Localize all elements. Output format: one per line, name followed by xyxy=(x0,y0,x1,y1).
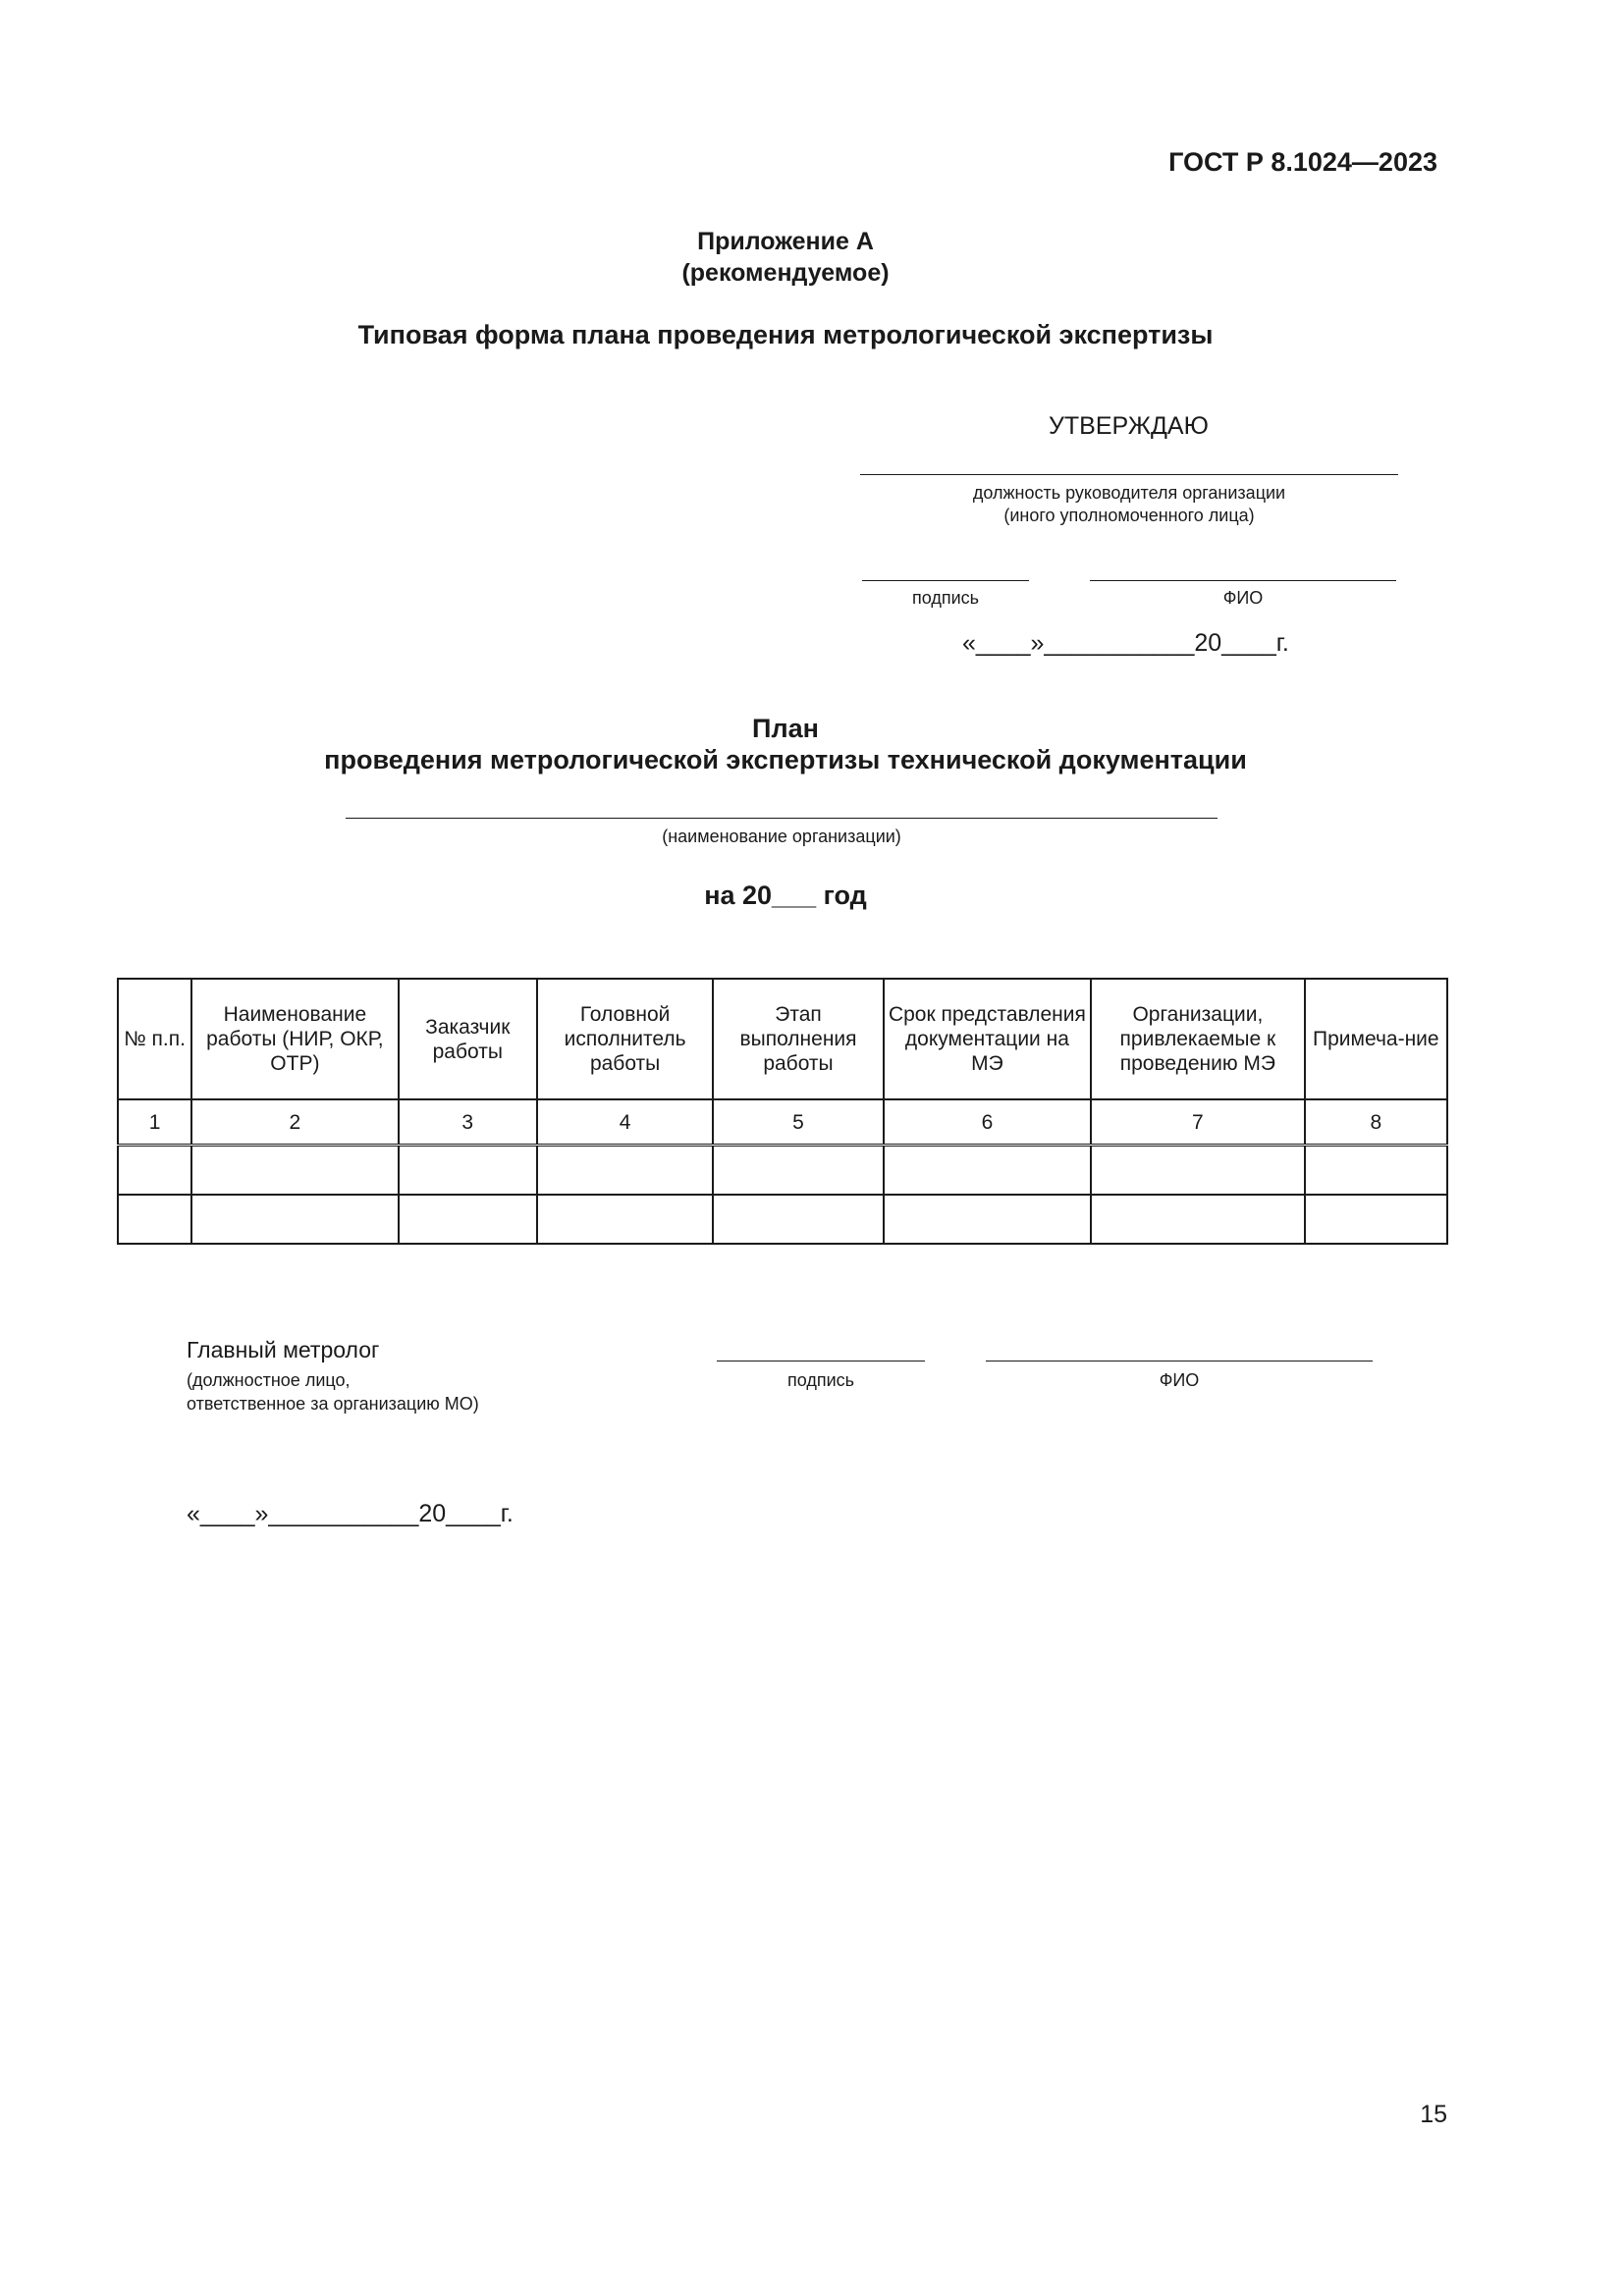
table-cell xyxy=(884,1195,1091,1244)
table-cell xyxy=(1091,1195,1304,1244)
plan-table xyxy=(117,978,1448,1245)
footer-date: «____»___________20____г. xyxy=(187,1500,514,1527)
table-cell xyxy=(1091,1146,1304,1196)
org-caption: (наименование организации) xyxy=(662,827,901,846)
header-cell-number: № п.п. xyxy=(118,979,191,1099)
column-number: 4 xyxy=(537,1099,713,1146)
column-number: 6 xyxy=(884,1099,1091,1146)
table-column-numbers-row xyxy=(118,1099,1447,1146)
table-cell xyxy=(713,1195,883,1244)
role-caption: (должностное лицо, xyxy=(187,1370,351,1390)
header-cell-note: Примеча-ние xyxy=(1305,979,1447,1099)
column-number: 5 xyxy=(713,1099,883,1146)
position-caption: должность руководителя организации xyxy=(972,483,1286,503)
footer-name-line xyxy=(986,1361,1373,1362)
table-cell xyxy=(1305,1146,1447,1196)
table-cell xyxy=(399,1195,537,1244)
table-cell xyxy=(118,1195,191,1244)
column-number: 2 xyxy=(191,1099,398,1146)
column-number: 3 xyxy=(399,1099,537,1146)
approval-signature-caption: подпись xyxy=(911,588,980,608)
header-cell-customer: Заказчик работы xyxy=(399,979,537,1099)
table-cell xyxy=(1305,1195,1447,1244)
plan-title: План xyxy=(752,714,819,743)
footer-name-caption: ФИО xyxy=(1159,1370,1200,1390)
table-cell xyxy=(537,1146,713,1196)
approval-signature-line xyxy=(862,580,1029,581)
role-caption-2: ответственное за организацию МО) xyxy=(187,1394,479,1414)
position-caption-2: (иного уполномоченного лица) xyxy=(1003,506,1255,525)
plan-year: на 20___ год xyxy=(704,881,867,910)
position-line xyxy=(860,474,1398,475)
column-number: 1 xyxy=(118,1099,191,1146)
approval-name-caption: ФИО xyxy=(1222,588,1264,608)
approval-date: «____»___________20____г. xyxy=(962,629,1289,657)
table-cell xyxy=(713,1146,883,1196)
chief-metrologist-label: Главный метролог xyxy=(187,1337,380,1362)
table-cell xyxy=(118,1146,191,1196)
form-title: Типовая форма плана проведения метрологической экспертизы xyxy=(357,320,1214,349)
table-cell xyxy=(191,1146,398,1196)
table-header-row xyxy=(118,979,1447,1099)
column-number: 7 xyxy=(1091,1099,1304,1146)
table-cell xyxy=(884,1146,1091,1196)
appendix-status: (рекомендуемое) xyxy=(681,259,890,287)
footer-signature-line xyxy=(717,1361,925,1362)
header-cell-deadline: Срок представления документации на МЭ xyxy=(884,979,1091,1099)
page-number: 15 xyxy=(1420,2101,1447,2128)
header-cell-stage: Этап выполнения работы xyxy=(713,979,883,1099)
org-line xyxy=(346,818,1218,819)
table-cell xyxy=(191,1195,398,1244)
header-cell-organizations: Организации, привлекаемые к проведению МЭ xyxy=(1091,979,1304,1099)
table-row xyxy=(118,1146,1447,1196)
header-cell-work-name: Наименование работы (НИР, ОКР, ОТР) xyxy=(191,979,398,1099)
table-row xyxy=(118,1195,1447,1244)
table-cell xyxy=(399,1146,537,1196)
table-cell xyxy=(537,1195,713,1244)
standard-code: ГОСТ Р 8.1024—2023 xyxy=(1168,147,1437,177)
approval-name-line xyxy=(1090,580,1396,581)
column-number: 8 xyxy=(1305,1099,1447,1146)
appendix-label: Приложение А xyxy=(697,228,874,255)
approval-heading: УТВЕРЖДАЮ xyxy=(1049,412,1209,440)
header-cell-executor: Головной исполнитель работы xyxy=(537,979,713,1099)
footer-signature-caption: подпись xyxy=(786,1370,855,1390)
plan-subtitle: проведения метрологической экспертизы технической документации xyxy=(324,745,1247,774)
